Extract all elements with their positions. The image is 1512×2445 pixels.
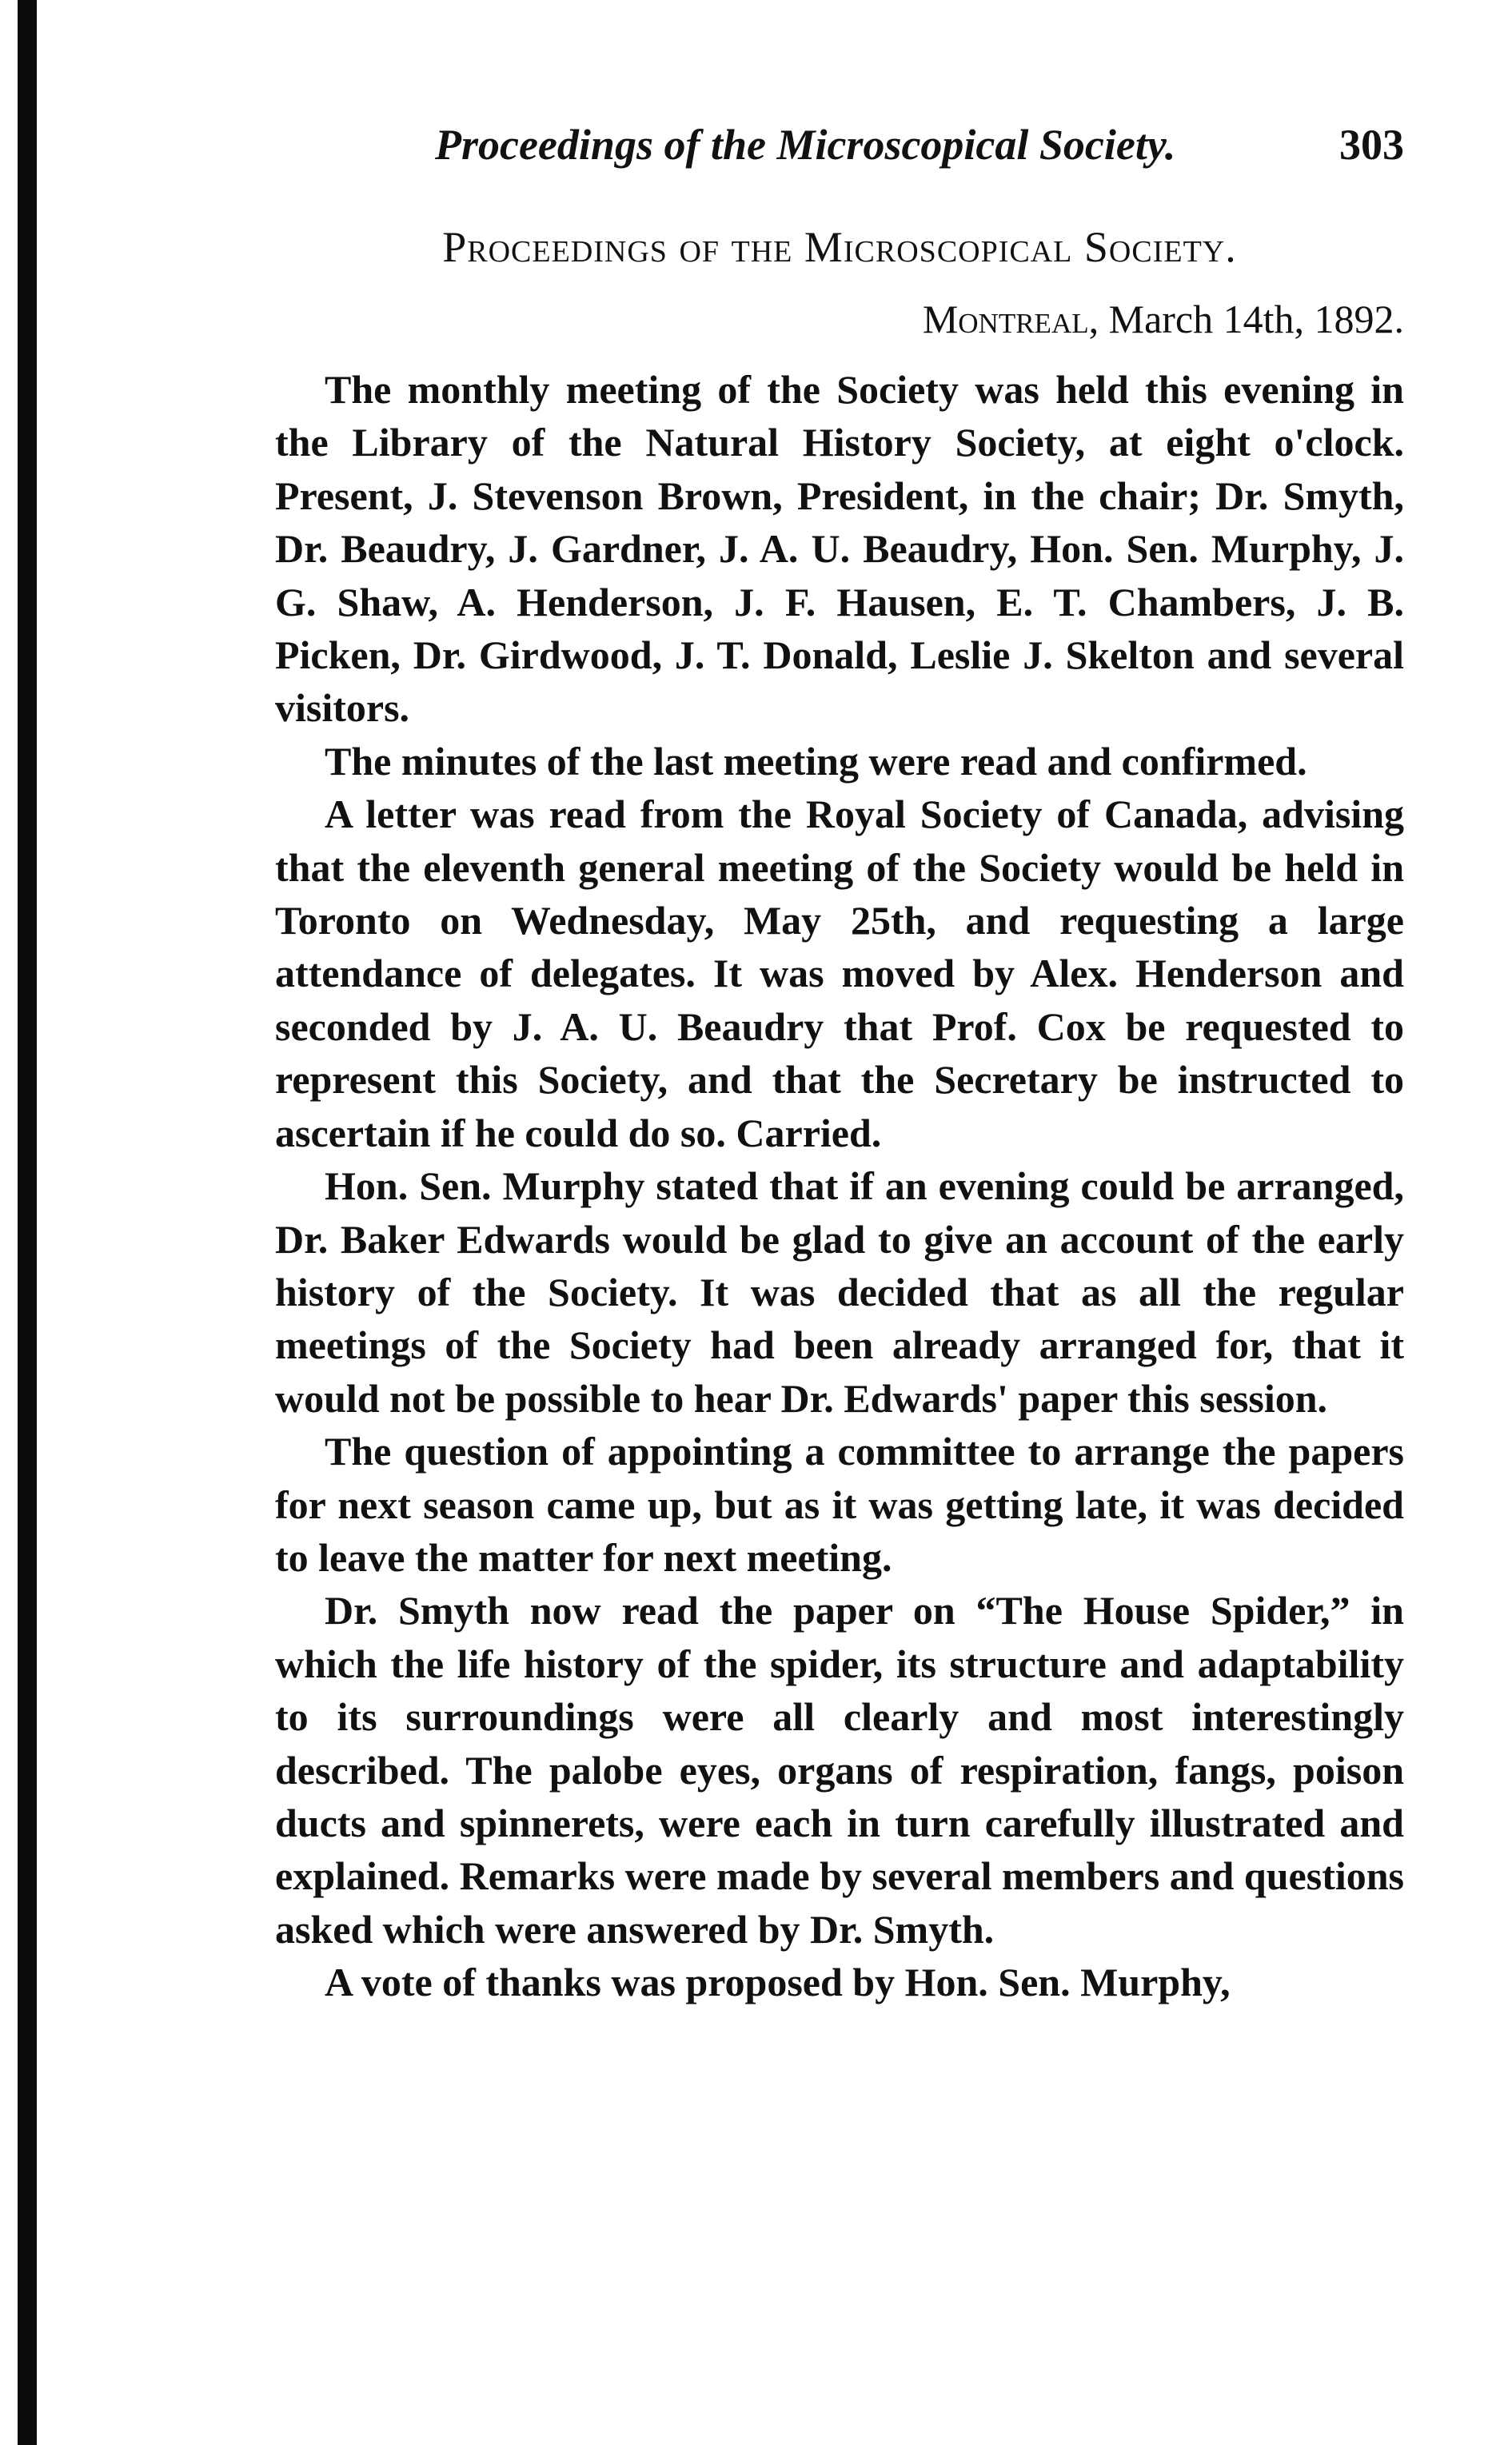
article-title: Proceedings of the Microscopical Society.: [442, 223, 1237, 271]
paragraph-early-history: Hon. Sen. Murphy stated that if an evening could be arranged, Dr. Baker Edwards would be glad to give an account of the early history of the Society. It was decided that as all the regular meetings of the Society had been already arranged for, that it would not be possible to hear Dr. Edwards' paper this session.: [275, 1163, 1404, 1421]
paragraph-minutes: The minutes of the last meeting were read and confirmed.: [325, 738, 1307, 784]
book-spine-shadow: [18, 0, 37, 2445]
dateline-date: March 14th, 1892.: [1108, 297, 1404, 341]
page-number: 303: [1339, 121, 1404, 169]
paragraph-royal-society-letter: A letter was read from the Royal Society of Canada, advising that the eleventh general meeting of the Society would be held in Toronto on Wednesday, May 25th, and requesting a large attendance of delegates. It was moved by Alex. Henderson and seconded by J. A. U. Beaudry that Prof. Cox be requested to represent this Society, and that the Secretary be instructed to ascertain if he could do so. Carried.: [275, 792, 1404, 1155]
book-page: [275, 120, 1404, 2009]
paragraph-committee: The question of appointing a committee to arrange the papers for next season came up, but as it was getting late, it was decided to leave the matter for next meeting.: [275, 1429, 1404, 1580]
article-body: [275, 363, 1404, 2009]
paragraph-vote-of-thanks: A vote of thanks was proposed by Hon. Sen. Murphy,: [325, 1960, 1231, 2005]
dateline-place: Montreal,: [922, 297, 1099, 341]
paragraph-attendance: The monthly meeting of the Society was held this evening in the Library of the Natural History Society, at eight o'clock. Present, J. Stevenson Brown, President, in the chair; Dr. Smyth, Dr. Beaudry, J. Gardner, J. A. U. Beaudry, Hon. Sen. Murphy, J. G. Shaw, A. Henderson, J. F. Hausen, E. T. Chambers, J. B. Picken, Dr. Girdwood, J. T. Donald, Leslie J. Skelton and several visitors.: [275, 367, 1404, 731]
paragraph-house-spider: Dr. Smyth now read the paper on “The House Spider,” in which the life history of the spider, its structure and adaptability to its surroundings were all clearly and most interestingly described. The palobe eyes, organs of respiration, fangs, poison ducts and spinnerets, were each in turn carefully illustrated and explained. Remarks were made by several members and questions asked which were answered by Dr. Smyth.: [275, 1588, 1404, 1952]
running-head: [275, 120, 1404, 184]
running-head-title: Proceedings of the Microscopical Society.: [435, 121, 1176, 169]
dateline: [275, 293, 1404, 345]
